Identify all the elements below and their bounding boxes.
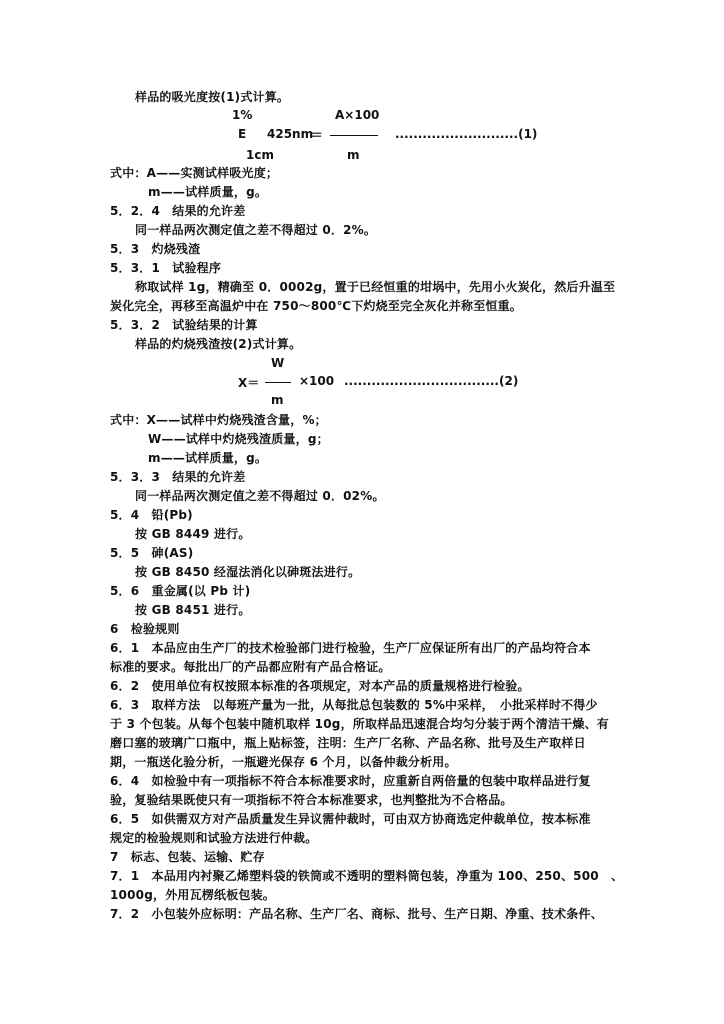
text-line: 式中：X——试样中灼烧残渣含量，%；	[110, 413, 327, 427]
formula-1-denominator: m	[347, 148, 360, 162]
text-line: m——试样质量，g。	[148, 451, 268, 465]
formula-1-wavelength: 425nm	[267, 127, 314, 141]
text-line: 6．5 如供需双方对产品质量发生异议需仲裁时，可由双方协商选定仲裁单位，按本标准	[110, 812, 591, 826]
text-line: 6．3 取样方法 以每班产量为一批，从每批总包装数的 5%中采样， 小批采样时不得少	[110, 698, 598, 712]
section-heading: 5．3．3 结果的允许差	[110, 470, 246, 484]
text-line: 6．4 如检验中有一项指标不符合本标准要求时，应重新自两倍量的包装中取样品进行复	[110, 774, 591, 788]
text-line: 炭化完全，再移至高温炉中在 750～800℃下灼烧至完全灰化并称至恒重。	[110, 299, 523, 313]
formula-2-numerator: W	[271, 356, 285, 370]
section-heading: 5．3．2 试验结果的计算	[110, 318, 258, 332]
text-line: 标准的要求。每批出厂的产品都应附有产品合格证。	[110, 660, 391, 674]
section-heading: 5．3 灼烧残渣	[110, 242, 201, 256]
text-line: 验，复验结果既使只有一项指标不符合本标准要求，也判整批为不合格品。	[110, 793, 513, 807]
formula-1-equation-number: ...........................(1)	[395, 127, 538, 141]
section-heading: 7 标志、包装、运输、贮存	[110, 850, 265, 864]
section-heading: 5．3．1 试验程序	[110, 261, 222, 275]
text-line: 6．2 使用单位有权按照本标准的各项规定，对本产品的质量规格进行检验。	[110, 679, 530, 693]
formula-1-subscript: 1cm	[246, 148, 274, 162]
text-line: 规定的检验规则和试验方法进行仲裁。	[110, 831, 318, 845]
formula-2-equation-number: ..................................(2)	[344, 374, 519, 388]
section-heading: 5．6 重金属(以 Pb 计)	[110, 584, 251, 598]
text-line: 按 GB 8451 进行。	[135, 603, 251, 617]
text-line: 按 GB 8450 经湿法消化以砷斑法进行。	[135, 565, 361, 579]
text-line: 样品的灼烧残渣按(2)式计算。	[135, 337, 302, 351]
text-line: 6．1 本品应由生产厂的技术检验部门进行检验，生产厂应保证所有出厂的产品均符合本	[110, 641, 591, 655]
text-line: 磨口塞的玻璃广口瓶中，瓶上贴标签，注明：生产厂名称、产品名称、批号及生产取样日	[110, 736, 586, 750]
text-line: 称取试样 1g，精确至 0．0002g，置于已经恒重的坩埚中，先用小火炭化，然后升温至	[135, 280, 616, 294]
section-heading: 5．4 铅(Pb)	[110, 508, 193, 522]
text-line: 1000g，外用瓦楞纸板包装。	[110, 888, 275, 902]
text-line: 同一样品两次测定值之差不得超过 0．2%。	[135, 223, 377, 237]
section-heading: 5．2．4 结果的允许差	[110, 204, 246, 218]
formula-2-fraction-bar	[265, 382, 291, 383]
text-line: 7．2 小包装外应标明：产品名称、生产厂名、商标、批号、生产日期、净重、技术条件、	[110, 907, 603, 921]
text-line: 式中：A——实测试样吸光度；	[110, 166, 279, 180]
text-line: 于 3 个包装。从每个包装中随机取样 10g，所取样品迅速混合均匀分装于两个清洁干燥、有	[110, 717, 609, 731]
formula-1-fraction-bar	[330, 135, 378, 136]
formula-1-superscript: 1%	[232, 108, 253, 122]
formula-1-numerator: A×100	[335, 108, 380, 122]
text-line: 同一样品两次测定值之差不得超过 0．02%。	[135, 489, 385, 503]
text-line: m——试样质量，g。	[148, 185, 268, 199]
text-line: 期，一瓶送化验分析，一瓶避光保存 6 个月，以备仲裁分析用。	[110, 755, 457, 769]
formula-2-lhs: X＝	[238, 376, 260, 390]
formula-1-e: E	[238, 127, 247, 141]
formula-2-times: ×100	[299, 374, 335, 388]
section-heading: 6 检验规则	[110, 622, 180, 636]
text-line: 7．1 本品用内衬聚乙烯塑料袋的铁筒或不透明的塑料筒包装，净重为 100、250、500 、	[110, 869, 624, 883]
formula-2-denominator: m	[271, 393, 284, 407]
text-line: 按 GB 8449 进行。	[135, 527, 251, 541]
text-line: W——试样中灼烧残渣质量，g；	[148, 432, 329, 446]
text-line: 样品的吸光度按(1)式计算。	[135, 90, 290, 104]
section-heading: 5．5 砷(AS)	[110, 546, 194, 560]
formula-1-equals: ＝	[309, 128, 323, 144]
